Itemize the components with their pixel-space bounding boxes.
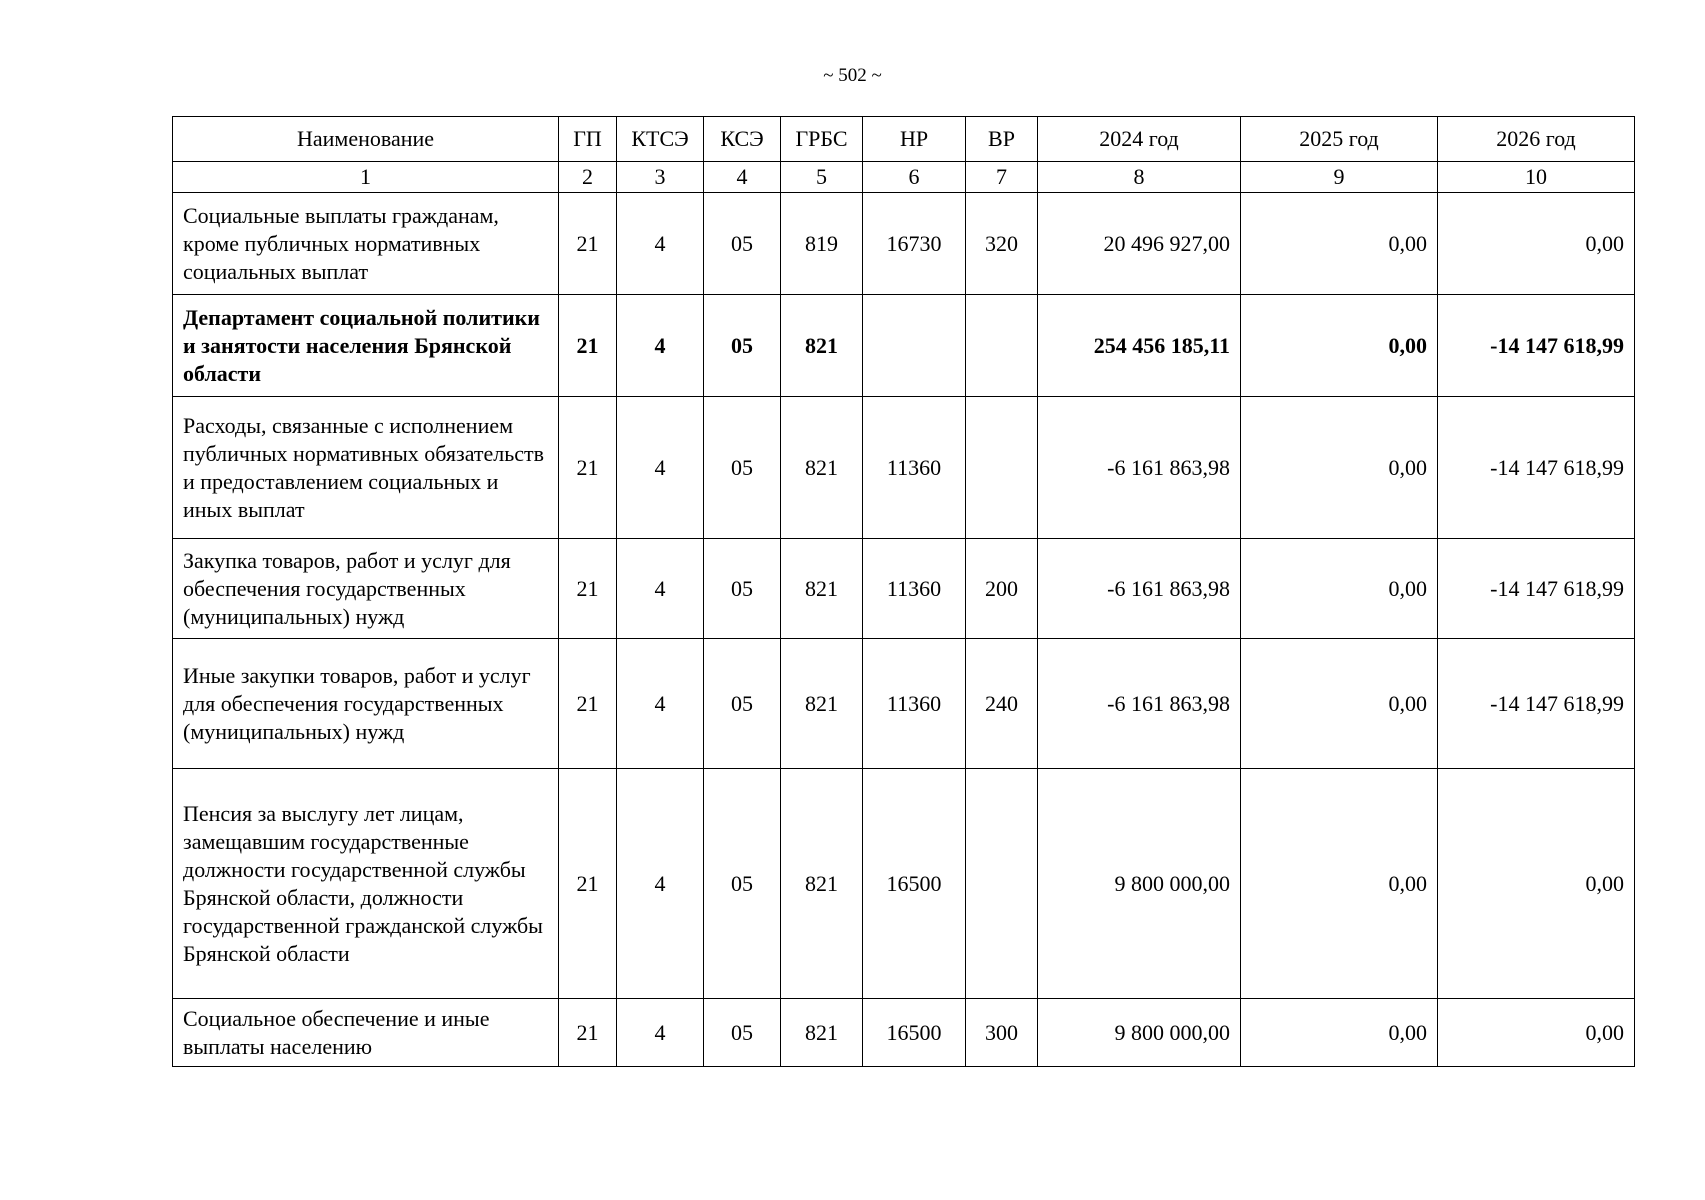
row-grbs: 819 <box>781 193 863 295</box>
row-gp: 21 <box>559 639 617 769</box>
row-amount-2026: -14 147 618,99 <box>1438 397 1635 539</box>
row-amount-2026: 0,00 <box>1438 769 1635 999</box>
column-number: 2 <box>559 162 617 193</box>
row-gp: 21 <box>559 769 617 999</box>
row-name: Иные закупки товаров, работ и услуг для обеспечения государственных (муниципальных) нужд <box>173 639 559 769</box>
row-ktse: 4 <box>617 999 704 1067</box>
row-ktse: 4 <box>617 397 704 539</box>
row-amount-2025: 0,00 <box>1241 295 1438 397</box>
row-grbs: 821 <box>781 999 863 1067</box>
row-name: Департамент социальной политики и занятости населения Брянской области <box>173 295 559 397</box>
row-amount-2026: 0,00 <box>1438 193 1635 295</box>
row-amount-2026: -14 147 618,99 <box>1438 639 1635 769</box>
header-cell-2024: 2024 год <box>1038 117 1241 162</box>
column-number: 10 <box>1438 162 1635 193</box>
row-vr <box>966 769 1038 999</box>
row-kse: 05 <box>704 295 781 397</box>
row-amount-2024: 9 800 000,00 <box>1038 999 1241 1067</box>
row-amount-2025: 0,00 <box>1241 999 1438 1067</box>
row-amount-2026: -14 147 618,99 <box>1438 539 1635 639</box>
row-amount-2025: 0,00 <box>1241 193 1438 295</box>
row-gp: 21 <box>559 397 617 539</box>
row-gp: 21 <box>559 539 617 639</box>
row-kse: 05 <box>704 539 781 639</box>
row-kse: 05 <box>704 193 781 295</box>
row-nr <box>863 295 966 397</box>
row-amount-2025: 0,00 <box>1241 397 1438 539</box>
table-row-bold <box>173 295 1635 397</box>
row-amount-2024: -6 161 863,98 <box>1038 397 1241 539</box>
row-kse: 05 <box>704 769 781 999</box>
table-row <box>173 193 1635 295</box>
column-number: 1 <box>173 162 559 193</box>
row-gp: 21 <box>559 295 617 397</box>
column-number: 7 <box>966 162 1038 193</box>
row-vr: 300 <box>966 999 1038 1067</box>
header-cell-2026: 2026 год <box>1438 117 1635 162</box>
budget-table <box>172 116 1635 1067</box>
row-ktse: 4 <box>617 639 704 769</box>
row-amount-2025: 0,00 <box>1241 639 1438 769</box>
column-number: 8 <box>1038 162 1241 193</box>
row-grbs: 821 <box>781 539 863 639</box>
column-number: 3 <box>617 162 704 193</box>
column-number: 4 <box>704 162 781 193</box>
row-name: Расходы, связанные с исполнением публичных нормативных обязательств и предоставлением социальных и иных выплат <box>173 397 559 539</box>
header-cell-gp: ГП <box>559 117 617 162</box>
row-name: Закупка товаров, работ и услуг для обеспечения государственных (муниципальных) нужд <box>173 539 559 639</box>
row-vr: 200 <box>966 539 1038 639</box>
header-cell-2025: 2025 год <box>1241 117 1438 162</box>
row-ktse: 4 <box>617 539 704 639</box>
row-amount-2024: -6 161 863,98 <box>1038 539 1241 639</box>
row-nr: 11360 <box>863 639 966 769</box>
row-gp: 21 <box>559 193 617 295</box>
row-gp: 21 <box>559 999 617 1067</box>
column-number: 6 <box>863 162 966 193</box>
column-number: 5 <box>781 162 863 193</box>
row-amount-2024: -6 161 863,98 <box>1038 639 1241 769</box>
header-cell-kse: КСЭ <box>704 117 781 162</box>
column-number-row <box>173 162 1635 193</box>
header-cell-ktse: КТСЭ <box>617 117 704 162</box>
header-cell-vr: ВР <box>966 117 1038 162</box>
row-vr <box>966 397 1038 539</box>
header-cell-name: Наименование <box>173 117 559 162</box>
table-row <box>173 397 1635 539</box>
table-row <box>173 639 1635 769</box>
row-amount-2024: 254 456 185,11 <box>1038 295 1241 397</box>
row-name: Социальное обеспечение и иные выплаты населению <box>173 999 559 1067</box>
row-ktse: 4 <box>617 769 704 999</box>
table-row <box>173 539 1635 639</box>
row-amount-2024: 20 496 927,00 <box>1038 193 1241 295</box>
row-name: Социальные выплаты гражданам, кроме публичных нормативных социальных выплат <box>173 193 559 295</box>
page-number: ~ 502 ~ <box>823 65 882 86</box>
table-row <box>173 769 1635 999</box>
header-row <box>173 117 1635 162</box>
row-kse: 05 <box>704 639 781 769</box>
row-ktse: 4 <box>617 193 704 295</box>
row-amount-2026: 0,00 <box>1438 999 1635 1067</box>
table-row <box>173 999 1635 1067</box>
row-vr: 320 <box>966 193 1038 295</box>
row-amount-2025: 0,00 <box>1241 769 1438 999</box>
row-nr: 11360 <box>863 539 966 639</box>
row-amount-2026: -14 147 618,99 <box>1438 295 1635 397</box>
row-grbs: 821 <box>781 295 863 397</box>
row-amount-2025: 0,00 <box>1241 539 1438 639</box>
row-grbs: 821 <box>781 397 863 539</box>
row-nr: 16500 <box>863 769 966 999</box>
row-vr: 240 <box>966 639 1038 769</box>
row-grbs: 821 <box>781 639 863 769</box>
column-number: 9 <box>1241 162 1438 193</box>
row-ktse: 4 <box>617 295 704 397</box>
row-nr: 11360 <box>863 397 966 539</box>
row-nr: 16500 <box>863 999 966 1067</box>
row-name: Пенсия за выслугу лет лицам, замещавшим государственные должности государственной службы Брянской области, должности государственной гражданской службы Брянской области <box>173 769 559 999</box>
row-amount-2024: 9 800 000,00 <box>1038 769 1241 999</box>
header-cell-nr: НР <box>863 117 966 162</box>
row-kse: 05 <box>704 397 781 539</box>
row-kse: 05 <box>704 999 781 1067</box>
row-nr: 16730 <box>863 193 966 295</box>
row-grbs: 821 <box>781 769 863 999</box>
row-vr <box>966 295 1038 397</box>
header-cell-grbs: ГРБС <box>781 117 863 162</box>
